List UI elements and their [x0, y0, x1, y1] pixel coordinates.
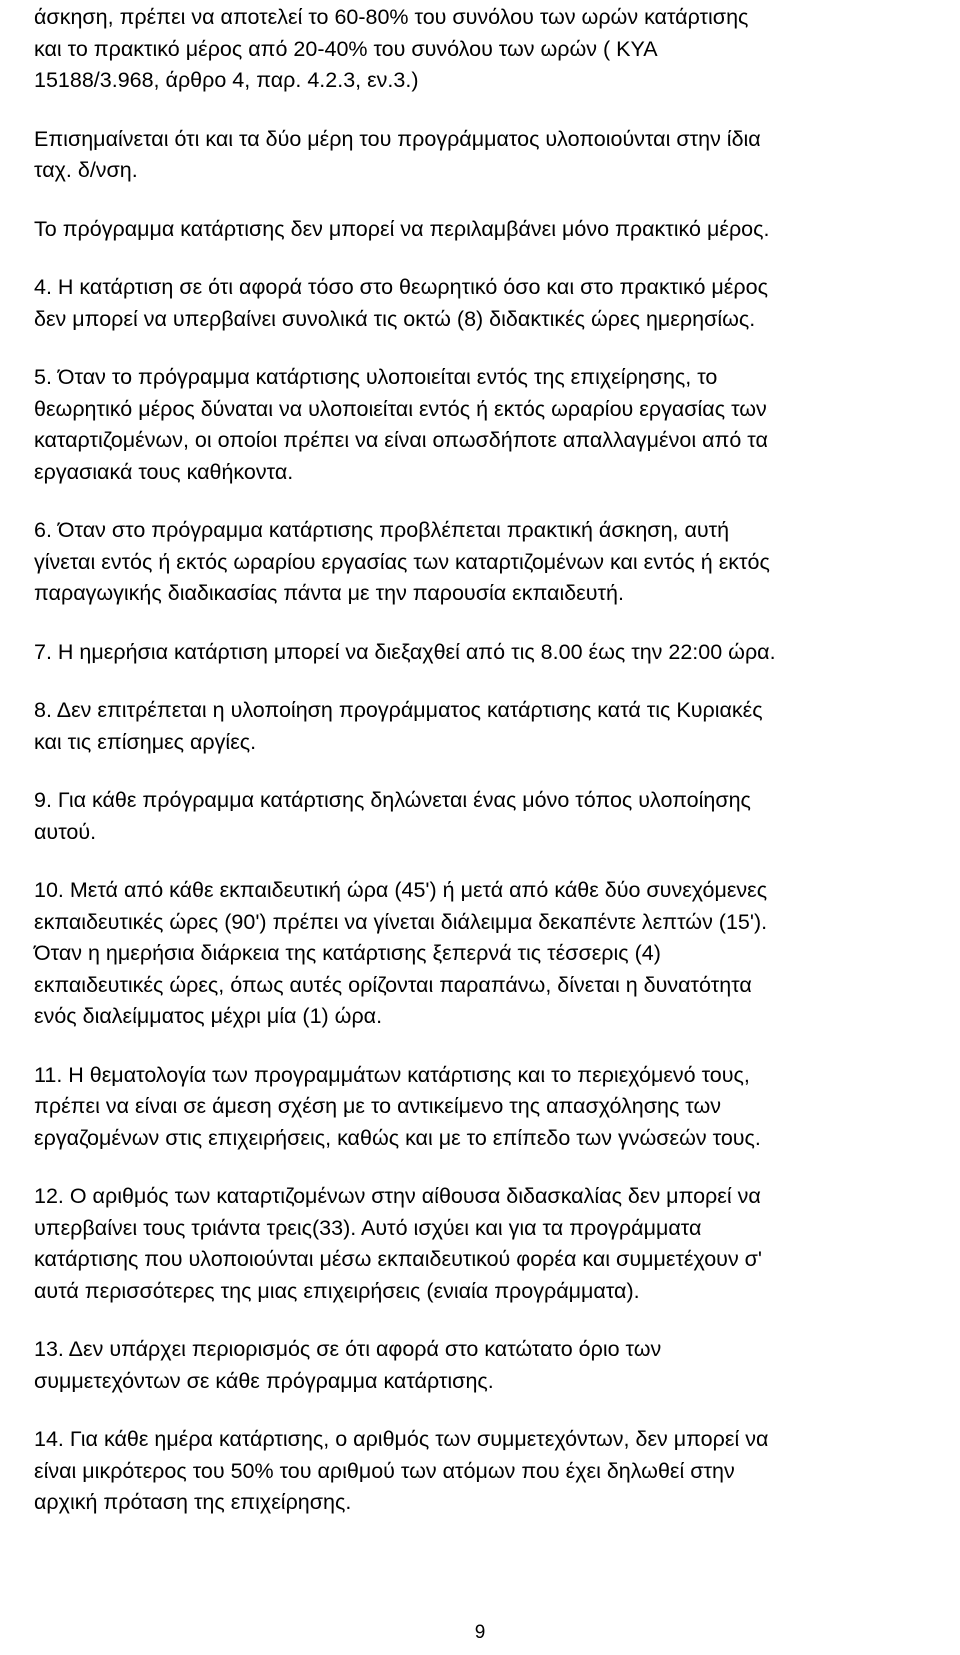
paragraph-item-8: 8. Δεν επιτρέπεται η υλοποίηση προγράμματος κατάρτισης κατά τις Κυριακές και τις επίσημες αργίες. [34, 698, 763, 754]
document-body [34, 2, 952, 1543]
paragraph-item-11: 11. Η θεματολογία των προγραμμάτων κατάρτισης και το περιεχόμενό τους, πρέπει να είναι σε άμεση σχέση με το αντικείμενο της απασχόλησης των εργαζομένων στις επιχειρήσεις, καθώς και με το επίπεδο των γνώσεών τους. [34, 1062, 761, 1150]
paragraph-item-13: 13. Δεν υπάρχει περιορισμός σε ότι αφορά στο κατώτατο όριο των συμμετεχόντων σε κάθε πρόγραμμα κατάρτισης. [34, 1337, 662, 1393]
page-number: 9 [474, 1622, 486, 1643]
paragraph-item-10: 10. Μετά από κάθε εκπαιδευτική ώρα (45') ή μετά από κάθε δύο συνεχόμενες εκπαιδευτικές ώρες (90') πρέπει να γίνεται διάλειμμα δεκαπέντε λεπτών (15'). Όταν η ημερήσια διάρκεια της κατάρτισης ξεπερνά τις τέσσερις (4) εκπαιδευτικές ώρες, όπως αυτές ορίζονται παραπάνω, δίνεται η δυνατότητα ενός διαλείμματος μέχρι μία (1) ώρα. [34, 878, 768, 1028]
paragraph-item-6: 6. Όταν στο πρόγραμμα κατάρτισης προβλέπεται πρακτική άσκηση, αυτή γίνεται εντός ή εκτός ωραρίου εργασίας των καταρτιζομένων και εντός ή εκτός παραγωγικής διαδικασίας πάντα με την παρουσία εκπαιδευτή. [34, 518, 770, 605]
paragraph-item-5: 5. Όταν το πρόγραμμα κατάρτισης υλοποιείται εντός της επιχείρησης, το θεωρητικό μέρος δύναται να υλοποιείται εντός ή εκτός ωραρίου εργασίας των καταρτιζομένων, οι οποίοι πρέπει να είναι οπωσδήποτε απαλλαγμένοι από τα εργασιακά τους καθήκοντα. [34, 365, 768, 484]
paragraph-item-4: 4. Η κατάρτιση σε ότι αφορά τόσο στο θεωρητικό όσο και στο πρακτικό μέρος δεν μπορεί να υπερβαίνει συνολικά τις οκτώ (8) διδακτικές ώρες ημερησίως. [34, 275, 768, 331]
paragraph-item-7: 7. Η ημερήσια κατάρτιση μπορεί να διεξαχθεί από τις 8.00 έως την 22:00 ώρα. [34, 639, 776, 664]
paragraph-same-address: Επισημαίνεται ότι και τα δύο μέρη του προγράμματος υλοποιούνται στην ίδια ταχ. δ/νση. [34, 126, 761, 182]
paragraph-item-9: 9. Για κάθε πρόγραμμα κατάρτισης δηλώνεται ένας μόνο τόπος υλοποίησης αυτού. [34, 788, 751, 844]
paragraph-item-14: 14. Για κάθε ημέρα κατάρτισης, ο αριθμός των συμμετεχόντων, δεν μπορεί να είναι μικρότερος του 50% του αριθμού των ατόμων που έχει δηλωθεί στην αρχική πρόταση της επιχείρησης. [34, 1427, 769, 1514]
paragraph-practical-share: άσκηση, πρέπει να αποτελεί το 60-80% του συνόλου των ωρών κατάρτισης και το πρακτικό μέρος από 20-40% του συνόλου των ωρών ( ΚΥΑ 15188/3.968, άρθρο 4, παρ. 4.2.3, εν.3.) [34, 5, 749, 92]
paragraph-item-12: 12. Ο αριθμός των καταρτιζομένων στην αίθουσα διδασκαλίας δεν μπορεί να υπερβαίνει τους τριάντα τρεις(33). Αυτό ισχύει και για τα προγράμματα κατάρτισης που υλοποιούνται μέσω εκπαιδευτικού φορέα και συμμετέχουν σ' αυτά περισσότερες της μιας επιχειρήσεις (ενιαία προγράμματα). [34, 1184, 763, 1303]
paragraph-no-practical-only: Το πρόγραμμα κατάρτισης δεν μπορεί να περιλαμβάνει μόνο πρακτικό μέρος. [34, 216, 770, 241]
